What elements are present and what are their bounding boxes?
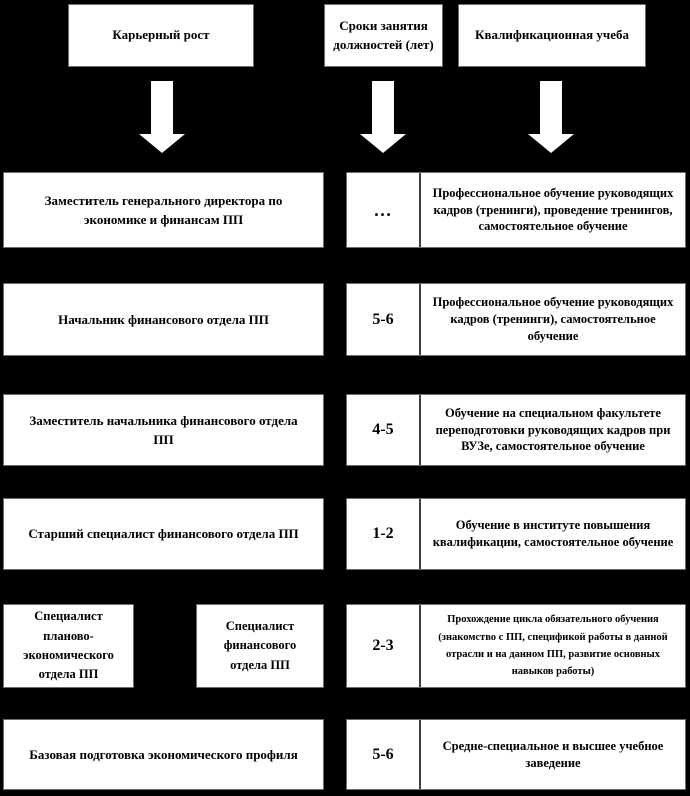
term-cell (347, 284, 421, 355)
position-box-deputy-general-director (3, 172, 324, 248)
position-label: Заместитель генерального директора по экономике и финансам ПП (44, 192, 283, 227)
row-table (346, 719, 686, 790)
position-box-planning-economics-specialist (3, 604, 134, 688)
position-box-finance-dept-head (3, 283, 324, 356)
training-cell (421, 284, 685, 355)
position-box-senior-specialist (3, 498, 324, 570)
term-value: 5-6 (372, 310, 394, 328)
down-arrow-career (139, 81, 185, 153)
training-cell (421, 499, 685, 569)
position-label: Начальник финансового отдела ПП (58, 311, 269, 327)
training-text: Профессиональное обучение руководящих кадров (тренинги), проведение тренингов, самостоятельное обучение (432, 185, 674, 234)
down-arrow-shaft (540, 81, 562, 134)
term-cell (347, 499, 421, 569)
term-cell (347, 605, 421, 687)
header-qualification-training-label: Квалификационная учеба (475, 27, 629, 43)
term-value: 4-5 (372, 421, 394, 438)
term-cell (347, 173, 421, 247)
row-table (346, 498, 686, 570)
training-text: Средне-специальное и высшее учебное заведение (442, 738, 664, 770)
training-cell (421, 173, 685, 247)
header-career-growth-label: Карьерный рост (112, 27, 210, 43)
down-arrow-training (528, 81, 574, 153)
training-text: Обучение на специальном факультете переподготовки руководящих кадров при ВУЗе, самостоятельное обучение (435, 405, 671, 454)
position-label: Специалист финансового отдела ПП (223, 618, 297, 672)
training-text: Прохождение цикла обязательного обучения (знакомство с ПП, спецификой работы в данной отрасли и на данном ПП, развитие основных навыков работы) (438, 614, 668, 678)
training-cell (421, 605, 685, 687)
term-value: … (373, 199, 393, 220)
position-box-finance-specialist (196, 604, 324, 688)
down-arrow-terms (360, 81, 406, 153)
term-value: 1-2 (372, 525, 394, 542)
position-label: Заместитель начальника финансового отдела ПП (29, 412, 298, 447)
training-text: Профессиональное обучение руководящих кадров (тренинги), самостоятельное обучение (432, 295, 674, 343)
row-table (346, 394, 686, 466)
down-arrow-head (360, 134, 406, 153)
header-term-years-label: Сроки занятия должностей (лет) (333, 17, 434, 52)
down-arrow-shaft (372, 81, 394, 134)
training-text: Обучение в институте повышения квалификации, самостоятельное обучение (432, 518, 674, 549)
down-arrow-head (528, 134, 574, 153)
header-term-years (324, 4, 443, 67)
header-qualification-training (458, 4, 646, 67)
term-value: 5-6 (372, 745, 394, 763)
term-cell (347, 395, 421, 465)
training-cell (421, 395, 685, 465)
term-value: 2-3 (372, 637, 394, 654)
position-label: Старший специалист финансового отдела ПП (28, 526, 299, 542)
term-cell (347, 720, 421, 789)
down-arrow-head (139, 134, 185, 153)
header-career-growth (68, 4, 254, 67)
position-box-basic-economics-education (3, 719, 324, 790)
row-table (346, 604, 686, 688)
position-label: Специалист планово-экономического отдела ПП (23, 609, 114, 682)
row-table (346, 283, 686, 356)
down-arrow-shaft (151, 81, 173, 134)
row-table (346, 172, 686, 248)
position-label: Базовая подготовка экономического профиля (29, 746, 298, 762)
training-cell (421, 720, 685, 789)
position-box-deputy-finance-head (3, 394, 324, 466)
